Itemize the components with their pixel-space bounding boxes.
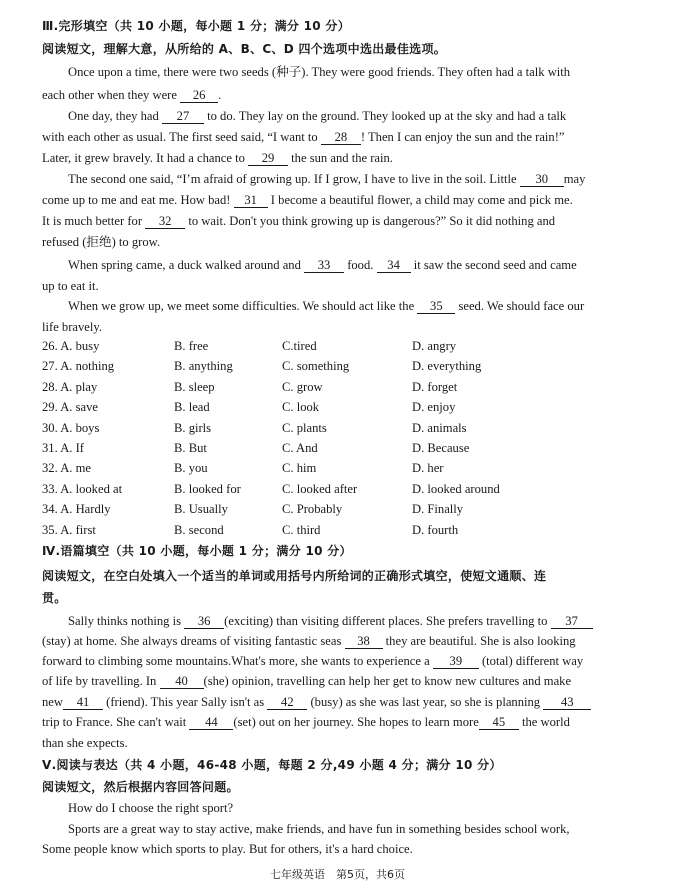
option-31-c[interactable]: C. And (282, 441, 318, 455)
blank-32[interactable]: 32 (145, 215, 185, 229)
option-29-d[interactable]: D. enjoy (412, 400, 456, 414)
section5-heading: Ⅴ.阅读与表达（共 4 小题，46-48 小题，每题 2 分,49 小题 4 分；满分 10 分） (42, 758, 502, 772)
option-31-d[interactable]: D. Because (412, 441, 470, 455)
option-34-d[interactable]: D. Finally (412, 502, 464, 516)
blank-31[interactable]: 31 (234, 194, 268, 208)
passage1-line-8: It is much better for 32 to wait. Don't you think growing up is dangerous?” So it did nothing and (42, 214, 556, 228)
option-28-c[interactable]: C. grow (282, 380, 323, 394)
passage2-line-7: than she expects. (42, 736, 128, 750)
blank-44[interactable]: 44 (189, 716, 233, 730)
option-29-a[interactable]: 29. A. save (42, 400, 98, 414)
option-27-c[interactable]: C. something (282, 359, 350, 373)
option-28-a[interactable]: 28. A. play (42, 380, 98, 394)
passage1-line-1: Once upon a time, there were two seeds (种子). They were good friends. They often had a talk with (68, 65, 571, 79)
option-30-c[interactable]: C. plants (282, 421, 327, 435)
option-29-c[interactable]: C. look (282, 400, 320, 414)
blank-43[interactable]: 43 (543, 696, 591, 710)
option-33-d[interactable]: D. looked around (412, 482, 500, 496)
blank-27[interactable]: 27 (162, 110, 204, 124)
passage1-line-4: with each other as usual. The first seed said, “I want to 28 ! Then I can enjoy the sun and the rain!” (42, 130, 565, 144)
option-30-a[interactable]: 30. A. boys (42, 421, 100, 435)
option-34-c[interactable]: C. Probably (282, 502, 343, 516)
section4-heading: Ⅳ.语篇填空（共 10 小题，每小题 1 分；满分 10 分） (42, 544, 352, 558)
blank-41[interactable]: 41 (63, 696, 103, 710)
passage2-line-5: new 41 (friend). This year Sally isn't as 42 (busy) as she was last year, so she is planning 43 (42, 694, 591, 710)
option-33-c[interactable]: C. looked after (282, 482, 358, 496)
passage1-line-5: Later, it grew bravely. It had a chance to 29 the sun and the rain. (42, 151, 393, 165)
blank-45[interactable]: 45 (479, 716, 519, 730)
blank-28[interactable]: 28 (321, 131, 361, 145)
section4-instruction-2: 贯。 (42, 591, 67, 605)
option-28-d[interactable]: D. forget (412, 380, 458, 394)
blank-37[interactable]: 37 (551, 615, 593, 629)
reading-line-2: Some people know which sports to play. But for others, it's a hard choice. (42, 842, 413, 856)
passage2-line-1: Sally thinks nothing is 36 (exciting) than visiting different places. She prefers travelling to 37 (68, 613, 593, 629)
blank-35[interactable]: 35 (417, 300, 455, 314)
passage1-line-7: come up to me and eat me. How bad! 31 I become a beautiful flower, a child may come and pick me. (42, 193, 573, 207)
passage2-line-4: of life by travelling. In 40 (she) opinion, travelling can help her get to know new cultures and make (42, 674, 572, 688)
blank-34[interactable]: 34 (377, 259, 411, 273)
passage2-line-6: trip to France. She can't wait 44 (set) out on her journey. She hopes to learn more 45 the world (42, 715, 570, 729)
option-32-d[interactable]: D. her (412, 461, 444, 475)
option-35-d[interactable]: D. fourth (412, 523, 459, 537)
option-26-a[interactable]: 26. A. busy (42, 339, 100, 353)
option-35-a[interactable]: 35. A. first (42, 523, 96, 537)
passage1-line-10: When spring came, a duck walked around and 33 food. 34 it saw the second seed and came (68, 258, 577, 272)
passage1-line-9: refused (拒绝) to grow. (42, 235, 161, 249)
blank-38[interactable]: 38 (345, 635, 383, 649)
section5-instruction: 阅读短文，然后根据内容回答问题。 (42, 780, 239, 794)
passage1-line-6: The second one said, “I’m afraid of growing up. If I grow, I have to live in the soil. Little 30 may (68, 172, 586, 186)
option-26-c[interactable]: C.tired (282, 339, 317, 353)
passage1-line-3: One day, they had 27 to do. They lay on the ground. They looked up at the sky and had a talk (68, 109, 567, 123)
option-31-a[interactable]: 31. A. If (42, 441, 84, 455)
option-34-a[interactable]: 34. A. Hardly (42, 502, 111, 516)
option-26-d[interactable]: D. angry (412, 339, 457, 353)
option-33-b[interactable]: B. looked for (174, 482, 241, 496)
option-27-b[interactable]: B. anything (174, 359, 233, 373)
section3-heading: Ⅲ.完形填空（共 10 小题，每小题 1 分；满分 10 分） (42, 19, 351, 33)
blank-40[interactable]: 40 (160, 675, 204, 689)
passage1-line-11: up to eat it. (42, 279, 99, 293)
option-34-b[interactable]: B. Usually (174, 502, 228, 516)
option-30-d[interactable]: D. animals (412, 421, 467, 435)
reading-line-1: Sports are a great way to stay active, make friends, and have fun in something besides school work, (68, 822, 570, 836)
option-32-c[interactable]: C. him (282, 461, 317, 475)
blank-30[interactable]: 30 (520, 173, 564, 187)
option-27-a[interactable]: 27. A. nothing (42, 359, 115, 373)
blank-33[interactable]: 33 (304, 259, 344, 273)
blank-29[interactable]: 29 (248, 152, 288, 166)
option-32-b[interactable]: B. you (174, 461, 208, 475)
option-31-b[interactable]: B. But (174, 441, 207, 455)
blank-39[interactable]: 39 (433, 655, 479, 669)
section3-instruction: 阅读短文，理解大意，从所给的 A、B、C、D 四个选项中选出最佳选项。 (42, 42, 447, 56)
option-35-c[interactable]: C. third (282, 523, 321, 537)
blank-42[interactable]: 42 (267, 696, 307, 710)
option-27-d[interactable]: D. everything (412, 359, 482, 373)
blank-26[interactable]: 26 (180, 89, 218, 103)
option-28-b[interactable]: B. sleep (174, 380, 215, 394)
reading-title: How do I choose the right sport? (68, 801, 234, 815)
passage2-line-3: forward to climbing some mountains.What's more, she wants to experience a 39 (total) different way (42, 654, 584, 668)
option-35-b[interactable]: B. second (174, 523, 224, 537)
section4-instruction-1: 阅读短文，在空白处填入一个适当的单词或用括号内所给词的正确形式填空，使短文通顺、连 (42, 569, 547, 583)
option-30-b[interactable]: B. girls (174, 421, 212, 435)
option-32-a[interactable]: 32. A. me (42, 461, 91, 475)
passage2-line-2: (stay) at home. She always dreams of visiting fantastic seas 38 they are beautiful. She is also looking (42, 634, 576, 648)
blank-36[interactable]: 36 (184, 615, 224, 629)
option-29-b[interactable]: B. lead (174, 400, 210, 414)
passage1-line-13: life bravely. (42, 320, 103, 334)
option-33-a[interactable]: 33. A. looked at (42, 482, 123, 496)
passage1-line-12: When we grow up, we meet some difficulties. We should act like the 35 seed. We should face our (68, 299, 585, 313)
page-footer: 七年级英语 第5页，共6页 (270, 868, 405, 881)
option-26-b[interactable]: B. free (174, 339, 209, 353)
passage1-line-2: each other when they were 26 . (42, 88, 222, 102)
